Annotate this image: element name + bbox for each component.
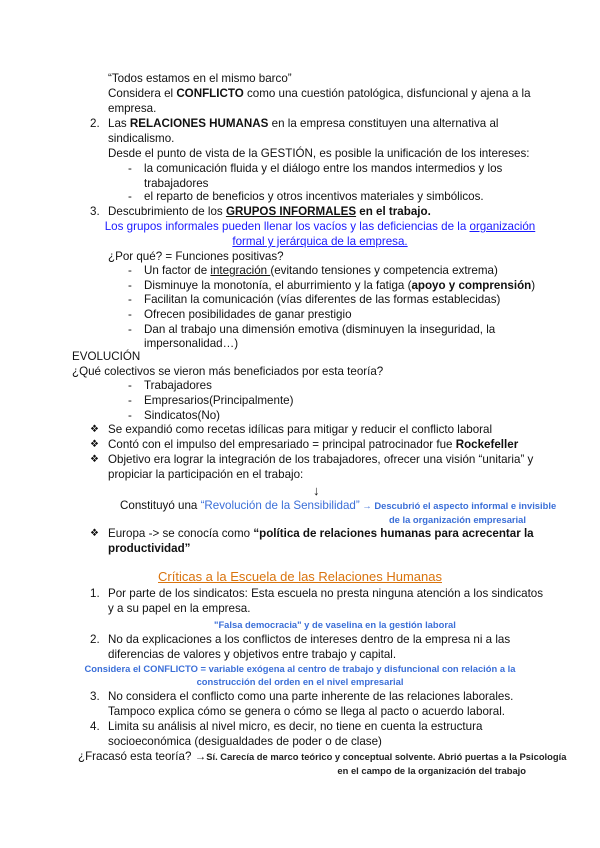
item3-text: Descubrimiento de los GRUPOS INFORMALES en el trabajo. (108, 205, 431, 218)
diamond-item: Europa -> se conocía como “política de relaciones humanas para acrecentar la (108, 527, 534, 540)
function-item: Un factor de integración (evitando tensiones y competencia extrema) (144, 264, 498, 277)
dash: - (128, 323, 132, 336)
diamond-bullet-icon: ❖ (90, 454, 99, 465)
diamond-bullet-icon: ❖ (90, 439, 99, 450)
down-arrow-icon: ↓ (313, 483, 320, 498)
group-item: Trabajadores (144, 379, 212, 392)
quote: “Todos estamos en el mismo barco” (108, 72, 292, 85)
blue-note-2: formal y jerárquica de la empresa. (232, 235, 408, 248)
dash: - (128, 190, 132, 203)
item2-text-2: sindicalismo. (108, 132, 175, 145)
diamond-item-cont: propiciar la participación en el trabajo: (108, 468, 304, 481)
critica-item: Por parte de los sindicatos: Esta escuela no presta ninguna atención a los sindicatos (108, 587, 544, 600)
critica-item: Limita su análisis al nivel micro, es decir, no tiene en cuenta la estructura (108, 720, 483, 733)
critica-item-cont: socioeconómica (desigualdades de poder o de clase) (108, 735, 382, 748)
critica-item-cont: Tampoco explica cómo se genera o cómo se llega al pacto o acuerdo laboral. (108, 705, 505, 718)
function-item: Ofrecen posibilidades de ganar prestigio (144, 308, 352, 321)
list-number: 4. (90, 720, 100, 733)
question: ¿Qué colectivos se vieron más beneficiados por esta teoría? (72, 365, 384, 378)
dash: - (128, 409, 132, 422)
bullet: el reparto de beneficios y otros incentivos materiales y simbólicos. (144, 190, 484, 203)
dash: - (128, 308, 132, 321)
list-number: 1. (90, 587, 100, 600)
bullet-cont: trabajadores (144, 177, 209, 190)
critica-item-cont: y a su papel en la empresa. (108, 602, 251, 615)
why-line: ¿Por qué? = Funciones positivas? (108, 250, 284, 263)
diamond-item: Se expandió como recetas idílicas para mitigar y reducir el conflicto laboral (108, 423, 493, 436)
gestion-line: Desde el punto de vista de la GESTIÓN, es posible la unificación de los intereses: (108, 147, 530, 160)
function-item-cont: impersonalidad…) (144, 337, 239, 350)
list-number: 3. (90, 205, 100, 218)
list-number: 3. (90, 690, 100, 703)
diamond-bullet-icon: ❖ (90, 528, 99, 539)
dash: - (128, 162, 132, 175)
critica-note: "Falsa democracia" y de vaselina en la gestión laboral (214, 619, 456, 630)
critica-item: No considera el conflicto como una parte inherente de las relaciones laborales. (108, 690, 514, 703)
diamond-item: Objetivo era lograr la integración de los trabajadores, ofrecer una visión “unitaria” y (108, 453, 534, 466)
item2-text: Las RELACIONES HUMANAS en la empresa constituyen una alternativa al (108, 117, 499, 130)
critica-note-2: construcción del orden en el nivel empresarial (196, 676, 404, 687)
dash: - (128, 394, 132, 407)
diamond-item-cont: productividad” (108, 542, 191, 555)
diamond-item: Contó con el impulso del empresariado = principal patrocinador fue Rockefeller (108, 438, 519, 451)
list-number: 2. (90, 117, 100, 130)
conflict-line: Considera el CONFLICTO como una cuestión patológica, disfuncional y ajena a la (108, 87, 531, 100)
critica-note: Considera el CONFLICTO = variable exógena al centro de trabajo y disfuncional con relación a la (84, 663, 516, 674)
blue-note: Los grupos informales pueden llenar los vacíos y las deficiencias de la organización (104, 220, 536, 233)
group-item: Sindicatos(No) (144, 409, 221, 422)
bullet: la comunicación fluida y el diálogo entre los mandos intermedios y los (144, 162, 503, 175)
section-heading: EVOLUCIÓN (72, 350, 141, 363)
dash: - (128, 279, 132, 292)
function-item: Disminuye la monotonía, el aburrimiento y la fatiga (apoyo y comprensión) (144, 279, 536, 292)
function-item: Dan al trabajo una dimensión emotiva (disminuyen la inseguridad, la (144, 323, 496, 336)
criticas-heading: Críticas a la Escuela de las Relaciones Humanas (158, 569, 442, 584)
critica-item: No da explicaciones a los conflictos de intereses dentro de la empresa ni a las (108, 633, 511, 646)
critica-item-cont: diferencias de valores y objetivos entre trabajo y capital. (108, 648, 397, 661)
revolution-note-2: de la organización empresarial (388, 514, 526, 525)
function-item: Facilitan la comunicación (vías diferentes de las formas establecidas) (144, 293, 501, 306)
list-number: 2. (90, 633, 100, 646)
group-item: Empresarios(Principalmente) (144, 394, 294, 407)
dash: - (128, 264, 132, 277)
conflict-line-2: empresa. (108, 102, 157, 115)
dash: - (128, 293, 132, 306)
diamond-bullet-icon: ❖ (90, 424, 99, 435)
dash: - (128, 379, 132, 392)
revolution-line: Constituyó una “Revolución de la Sensibilidad” → Descubrió el aspecto informal e invisible (120, 499, 557, 512)
fracaso-line: ¿Fracasó esta teoría? →Sí. Carecía de marco teórico y conceptual solvente. Abrió puertas a la Psicología (78, 750, 567, 763)
fracaso-note-2: en el campo de la organización del trabajo (337, 765, 526, 776)
